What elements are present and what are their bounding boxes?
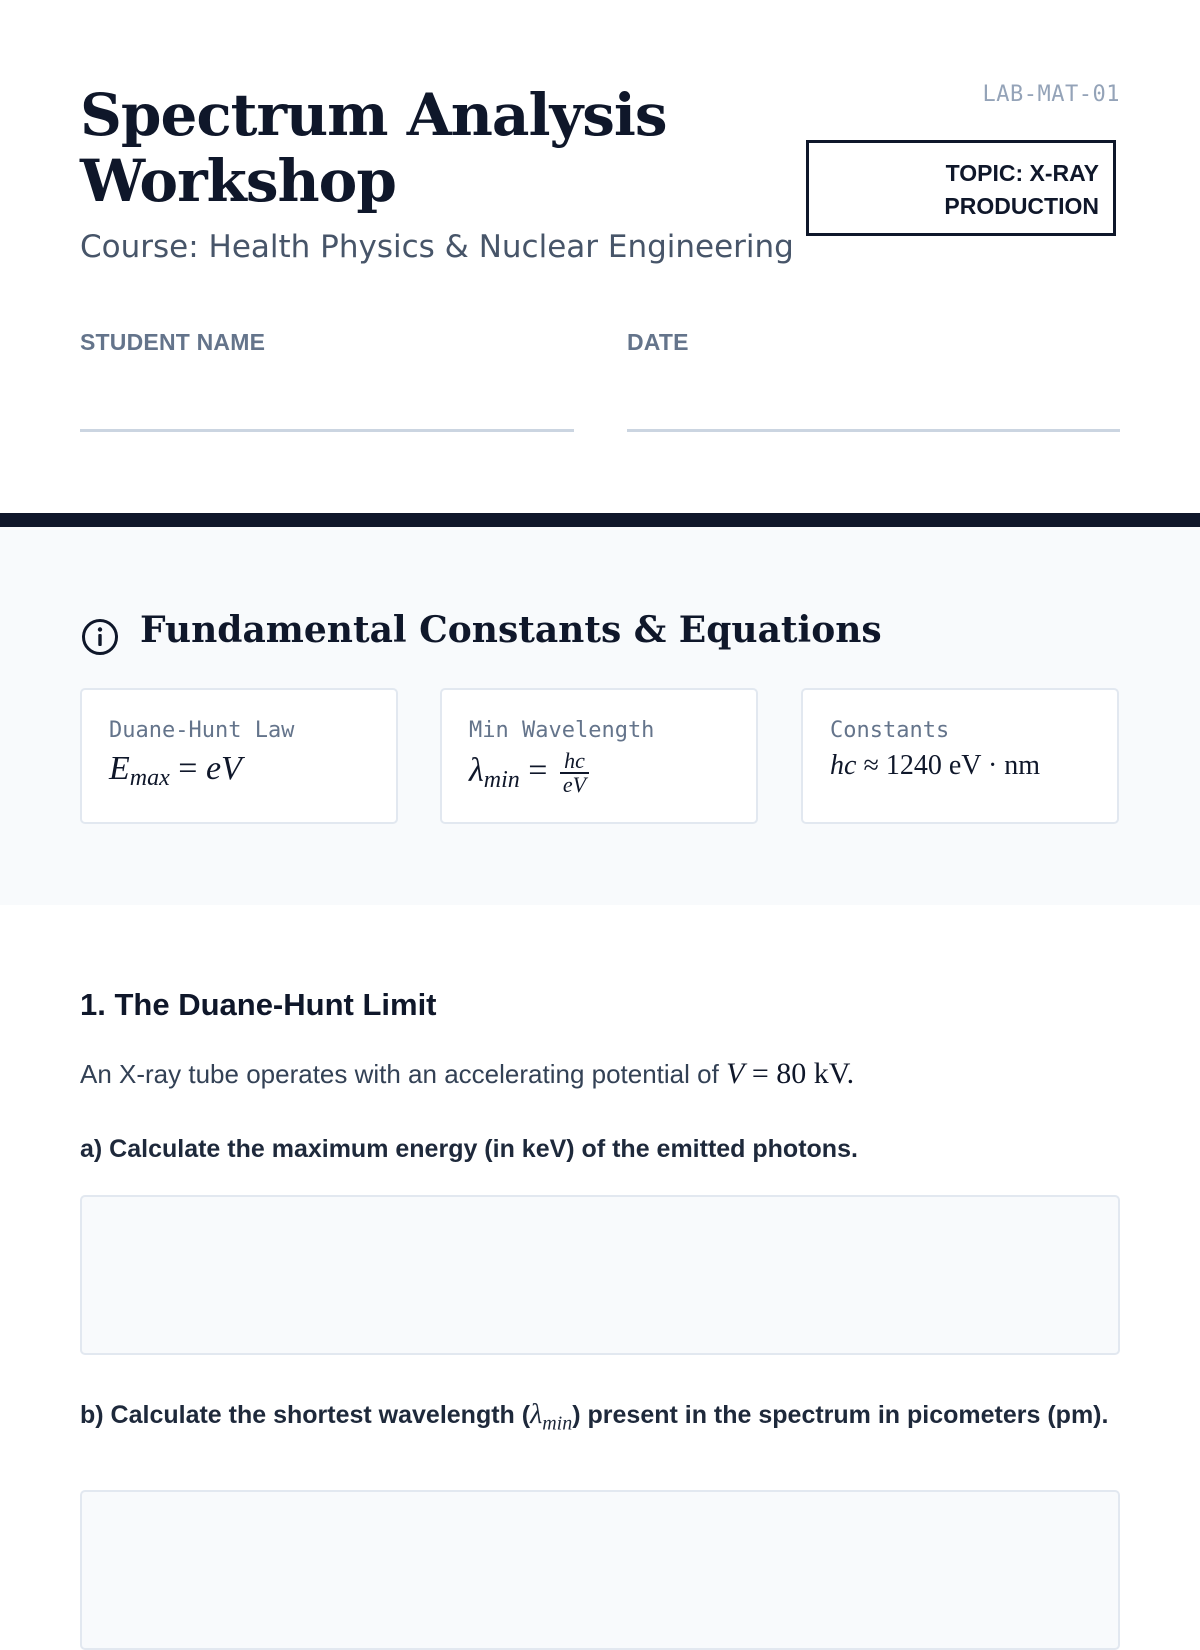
section-divider [0, 513, 1200, 527]
topic-badge [806, 140, 1116, 236]
fraction-denominator: eV [562, 772, 587, 797]
equation [830, 750, 1117, 782]
intro-text: An X-ray tube operates with an accelerating potential of [80, 1059, 727, 1089]
lambda-subscript: min [542, 1412, 573, 1435]
date-label: DATE [627, 329, 689, 355]
equation-lhs: E [109, 750, 130, 787]
fraction-numerator: hc [560, 750, 589, 774]
date-field[interactable] [627, 429, 1120, 432]
equation-card-min-wavelength [440, 688, 758, 824]
answer-box-1a[interactable] [80, 1195, 1120, 1355]
constants-panel [0, 527, 1200, 905]
equation-rhs: eV [205, 750, 242, 787]
equation: $\lambda_{min}$ = $\frac{hc}{eV}$ [469, 750, 756, 796]
equation-value: 1240 eV · nm [885, 750, 1041, 781]
constants-title: Fundamental Constants & Equations [140, 609, 882, 651]
card-label: Constants [830, 718, 950, 743]
equation-subscript: max [129, 765, 170, 791]
equation-lhs: hc [830, 750, 857, 781]
equation-subscript: min [483, 766, 520, 793]
topic-line-1: TOPIC: X-RAY [945, 160, 1099, 186]
intro-variable: V [726, 1057, 745, 1090]
question-1a-prompt: a) Calculate the maximum energy (in keV) of the emitted photons. [80, 1135, 858, 1163]
lambda-symbol: λ [530, 1399, 543, 1430]
student-name-field[interactable] [80, 429, 574, 432]
question-1 [80, 985, 1120, 1435]
question-1b-prompt [80, 1395, 1120, 1444]
question-intro [80, 1057, 854, 1091]
student-name-label: STUDENT NAME [80, 329, 266, 355]
card-label: Duane-Hunt Law [109, 718, 295, 743]
intro-math [726, 1057, 854, 1090]
page-title: Spectrum Analysis Workshop [80, 81, 667, 215]
fraction [560, 750, 589, 796]
approx-sign: ≈ [863, 750, 879, 781]
topic-line-2: PRODUCTION [944, 193, 1099, 219]
card-label: Min Wavelength [469, 718, 655, 743]
equation-lhs: λ [469, 751, 484, 789]
part-b-prefix: b) Calculate the shortest wavelength ( [80, 1401, 531, 1429]
part-b-symbol [530, 1399, 573, 1435]
intro-value: = 80 kV. [744, 1057, 855, 1090]
info-icon [80, 617, 120, 657]
equation: $E_{max}$ = eV [109, 750, 242, 791]
equation-card-constants [801, 688, 1119, 824]
question-title: 1. The Duane-Hunt Limit [80, 987, 437, 1022]
course-subtitle: Course: Health Physics & Nuclear Engineering [80, 229, 794, 265]
document-code: LAB-MAT-01 [982, 82, 1120, 107]
worksheet-header [0, 0, 1200, 513]
equation-card-duane-hunt [80, 688, 398, 824]
answer-box-1b[interactable] [80, 1490, 1120, 1650]
part-b-suffix: ) present in the spectrum in picometers (pm). [572, 1401, 1109, 1429]
